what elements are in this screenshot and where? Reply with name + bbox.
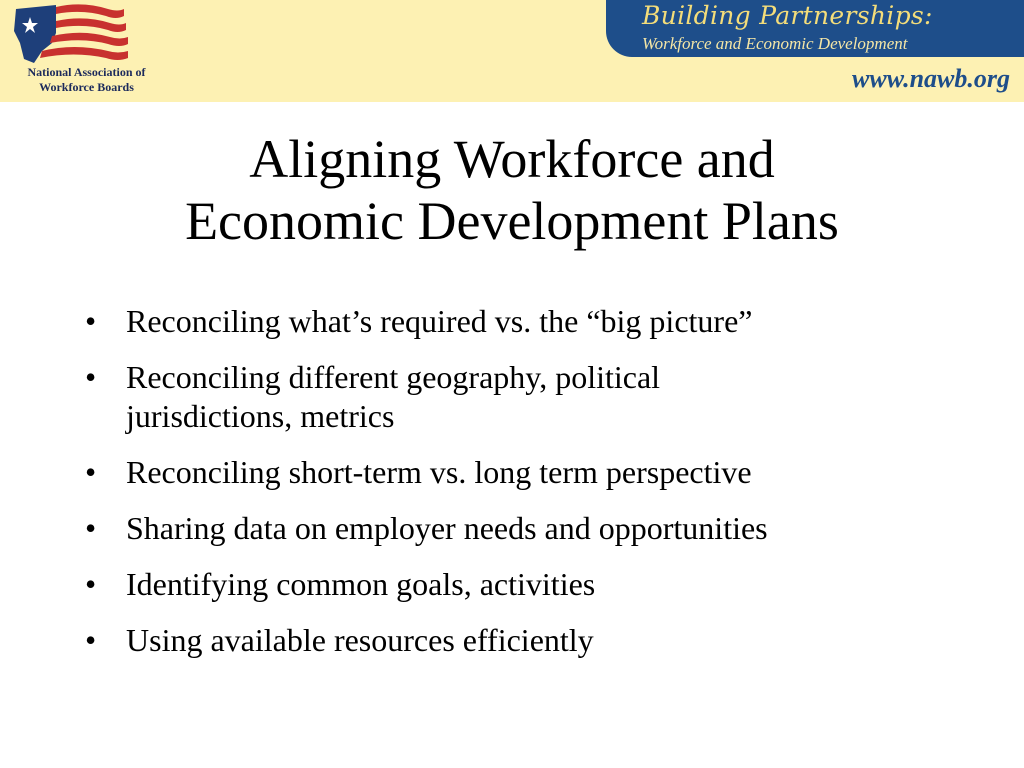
bullet-text: Reconciling what’s required vs. the “big picture” — [126, 303, 753, 339]
bullet-dot-icon: • — [85, 303, 97, 339]
bullet-text: Using available resources efficiently — [126, 622, 594, 658]
bullet-item — [85, 358, 965, 436]
bullet-item — [85, 621, 965, 660]
website-link[interactable]: www.nawb.org — [852, 64, 1010, 93]
bullet-text: Sharing data on employer needs and opportunities — [126, 510, 768, 546]
slide-title-line1: Aligning Workforce and — [249, 129, 775, 189]
slide-title — [40, 128, 984, 252]
bullet-dot-icon: • — [85, 622, 97, 658]
bullet-text: Reconciling different geography, political — [126, 359, 661, 395]
banner — [606, 0, 1024, 57]
bullet-item — [85, 302, 965, 341]
slide-title-line2: Economic Development Plans — [185, 191, 839, 251]
bullet-dot-icon: • — [85, 359, 97, 395]
logo-text-line2: Workforce Boards — [39, 80, 134, 94]
bullet-dot-icon: • — [85, 566, 97, 602]
banner-title: Building Partnerships: — [642, 1, 933, 30]
nawb-logo — [0, 0, 180, 102]
bullet-dot-icon: • — [85, 510, 97, 546]
flag-map-logo-icon — [12, 3, 130, 65]
bullet-item — [85, 453, 965, 492]
logo-text-line1: National Association of — [27, 65, 146, 79]
bullet-text: Identifying common goals, activities — [126, 566, 596, 602]
banner-subtitle: Workforce and Economic Development — [642, 34, 908, 53]
bullet-item — [85, 509, 965, 548]
bullet-dot-icon: • — [85, 454, 97, 490]
bullet-text-continued: jurisdictions, metrics — [126, 398, 395, 434]
bullet-list — [85, 302, 965, 677]
bullet-item — [85, 565, 965, 604]
logo-text — [4, 65, 169, 95]
bullet-text: Reconciling short-term vs. long term perspective — [126, 454, 752, 490]
slide-header — [0, 0, 1024, 102]
